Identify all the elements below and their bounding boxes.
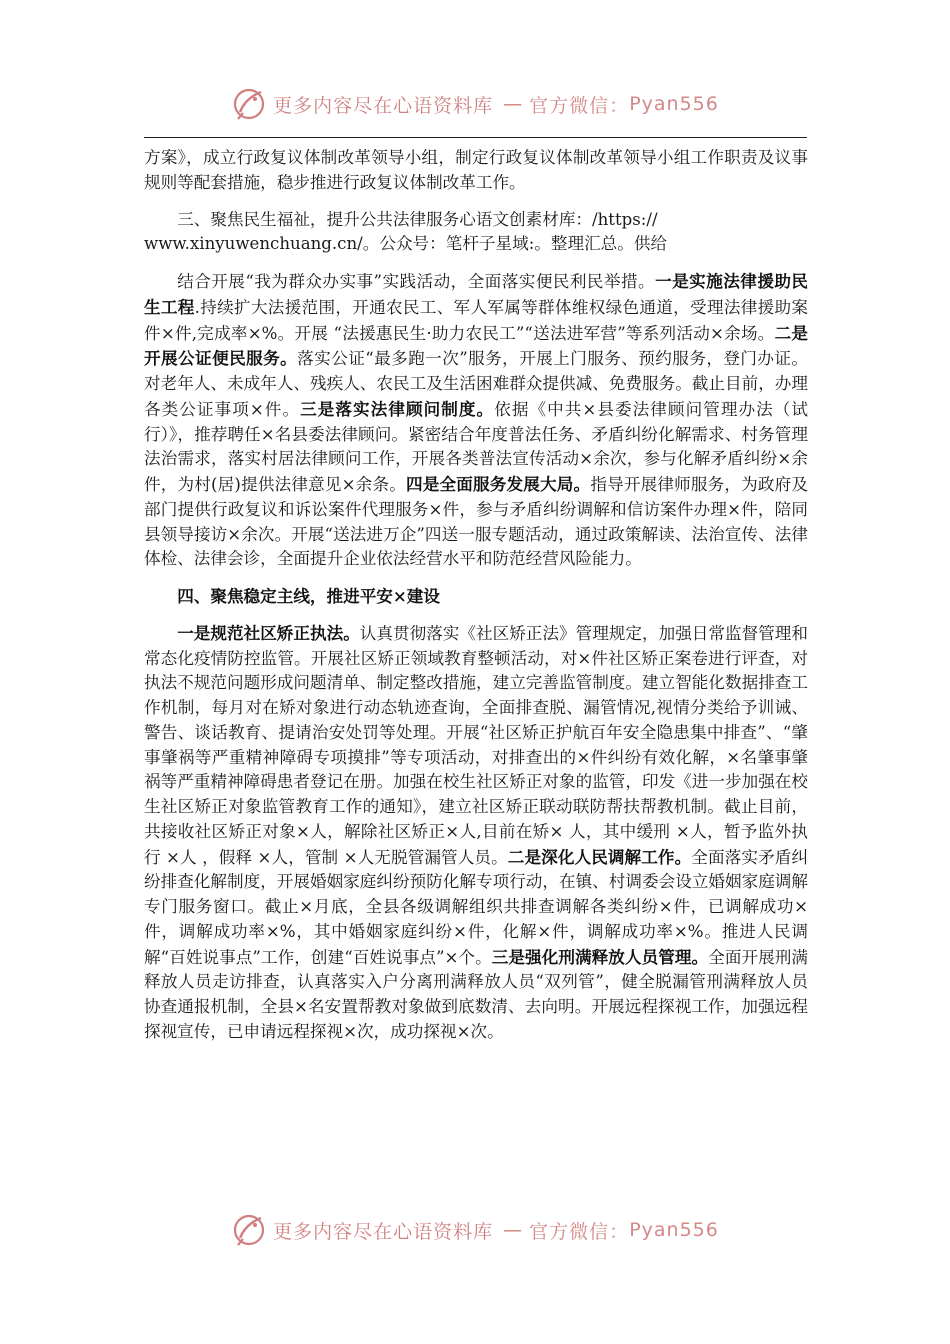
p5-text-3: 全面开展刑满释放人员走访排查，认真落实入户分离刑满释放人员“双列管”，健全脱漏管刑满释放人员协查通报机制，全县×名安置帮教对象做到底数清、去向明。开展远程探视工作，加强远程探视宣传，已申请远程探视×次，成功探视×次。 — [144, 947, 809, 1041]
section-3-heading-line2: www.xinyuwenchuang.cn/。公众号：笔杆子星域:。整理汇总。供给 — [144, 234, 668, 254]
p5-bold-1: 一是规范社区矫正执法。 — [177, 622, 360, 643]
footer-wechat-label: 官方微信： — [529, 1220, 630, 1243]
section-3-heading-line1: 三、聚焦民生福祉，提升公共法律服务心语文创素材库：/https:// — [177, 209, 658, 229]
section-3-heading — [144, 208, 808, 233]
document-body — [144, 146, 808, 1045]
p3-bold-4: 四是全面服务发展大局。 — [405, 474, 591, 494]
p3-text-5: 指导开展律师服务，为政府及部门提供行政复议和诉讼案件代理服务×件，参与矛盾纠纷调解和信访案件办理×件，陪同县领导接访×余次。开展“送法进万企”四送一服专题活动，通过政策解读、法治宣传、法律体检、法律会诊，全面提升企业依法经营水平和防范经营风险能力。 — [144, 475, 809, 569]
section-4-heading: 四、聚焦稳定主线，推进平安×建设 — [177, 586, 440, 606]
p3-bold-3: 三是落实法律顾问制度。 — [300, 398, 495, 419]
paragraph-3 — [144, 269, 808, 572]
header-banner — [0, 82, 950, 126]
footer-wechat-id: Pyan556 — [629, 1219, 719, 1241]
header-wechat-id: Pyan556 — [629, 93, 719, 115]
paragraph-1: 方案》，成立行政复议体制改革领导小组，制定行政复议体制改革领导小组工作职责及议事规则等配套措施，稳步推进行政复议体制改革工作。 — [144, 148, 808, 192]
p3-text-3: 落实公证“最多跑一次”服务，开展上门服务、预约服务，登门办证。对老年人、未成年人、残疾人、农民工及生活困难群众提供减、免费服务。截止目前，办理各类公证事项×件。 — [144, 349, 809, 419]
paragraph-5 — [144, 621, 808, 1045]
header-text: 更多内容尽在心语资料库 — [273, 94, 494, 117]
p5-bold-3: 三是强化刑满释放人员管理。 — [491, 946, 709, 967]
footer-text: 更多内容尽在心语资料库 — [273, 1220, 494, 1243]
p3-bold-1: 一是实施法律援助民生工程 — [144, 271, 808, 317]
footer-separator: — — [503, 1219, 524, 1241]
p3-text-4: 依据《中共×县委法律顾问管理办法（试行）》，推荐聘任×名县委法律顾问。紧密结合年度普法任务、矛盾纠纷化解需求、村务管理法治需求，落实村居法律顾问工作，开展各类普法宣传活动×余次，参与化解矛盾纠纷×余件，为村(居)提供法律意见×余条。 — [144, 399, 809, 494]
p5-text-1: 认真贯彻落实《社区矫正法》管理规定，加强日常监督管理和常态化疫情防控监管。开展社区矫正领域教育整顿活动，对×件社区矫正案卷进行评查，对执法不规范问题形成问题清单、制定整改措施，建立完善监管制度。建立智能化数据排查工作机制，每月对在矫对象进行动态轨迹查询，全面排查脱、漏管情况,视情分类给予训诫、警告、谈话教育、提请治安处罚等处理。开展“社区矫正护航百年安全隐患集中排查”、“肇事肇祸等严重精神障碍专项摸排”等专项活动，对排查出的×件纠纷有效化解，×名肇事肇祸等严重精神障碍患者登记在册。加强在校生社区矫正对象的监管，印发《进一步加强在校生社区矫正对象监管教育工作的通知》，建立社区矫正联动联防帮扶帮教机制。截止目前，共接收社区矫正对象×人，解除社区矫正×人,目前在矫× 人，其中缓刑 ×人，暂予监外执行 ×人 ，假释 ×人，管制 ×人无脱管漏管人员。 — [144, 623, 809, 867]
header-divider — [144, 137, 807, 138]
header-separator: — — [503, 93, 524, 115]
pen-logo-icon — [231, 86, 267, 122]
pen-logo-icon — [231, 1212, 267, 1248]
section-3-heading-cont — [144, 232, 808, 257]
p3-text-1: 结合开展“我为群众办实事”实践活动，全面落实便民利民举措。 — [177, 272, 656, 291]
p3-text-2: .持续扩大法援范围，开通农民工、军人军属等群体维权绿色通道，受理法律援助案件×件,完成率×%。开展 “法援惠民生·助力农民工”“送法进军营”等系列活动×余场。 — [144, 297, 808, 343]
p5-text-2: 全面落实矛盾纠纷排查化解制度，开展婚姻家庭纠纷预防化解专项行动，在镇、村调委会设立婚姻家庭调解专门服务窗口。截止×月底，全县各级调解组织共排查调解各类纠纷×件，已调解成功×件，调解成功率×%，其中婚姻家庭纠纷×件，化解×件，调解成功率×%。推进人民调解“百姓说事点”工作，创建“百姓说事点”×个。 — [144, 847, 808, 967]
footer-banner — [0, 1208, 950, 1252]
p3-bold-2: 二是开展公证便民服务。 — [144, 322, 809, 369]
p5-bold-2: 二是深化人民调解工作。 — [507, 846, 692, 867]
header-wechat-label: 官方微信： — [529, 94, 630, 117]
